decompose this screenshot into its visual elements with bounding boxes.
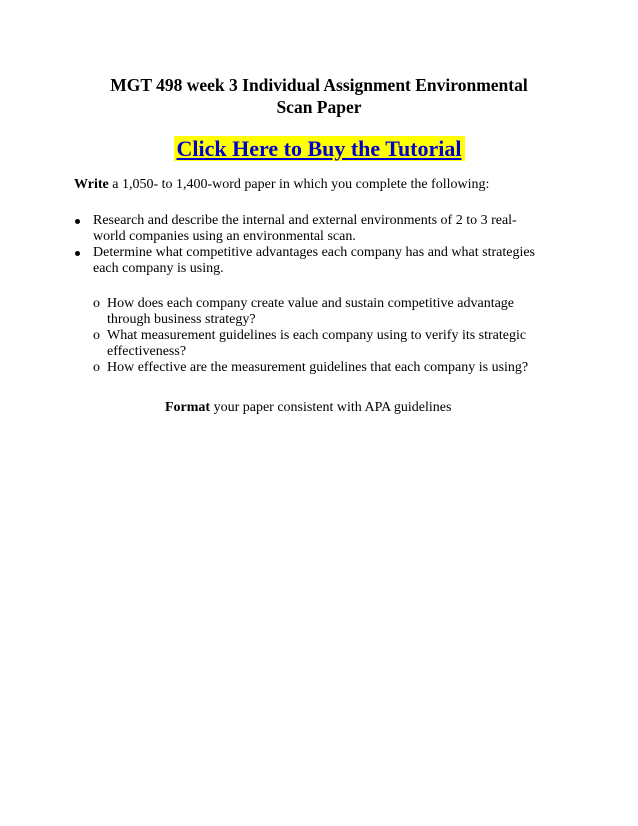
list-item-line-1: How effective are the measurement guidelines that each company is using? (107, 360, 529, 375)
list-item (93, 328, 575, 360)
intro-text: a 1,050- to 1,400-word paper in which you complete the following: (108, 177, 490, 192)
requirements-list (74, 213, 574, 277)
intro-bold-word: Write (74, 177, 109, 192)
list-item-line-1: How does each company create value and sustain competitive advantage (107, 296, 515, 311)
intro-paragraph (74, 177, 574, 193)
list-item-line-1: Research and describe the internal and external environments of 2 to 3 real- (93, 213, 517, 228)
circle-marker-icon: o (93, 296, 100, 311)
list-item-line-2: world companies using an environmental scan. (93, 229, 356, 244)
bullet-dot-icon (75, 219, 80, 224)
title-line-1: MGT 498 week 3 Individual Assignment Environmental (110, 75, 528, 95)
list-item-line-2: through business strategy? (107, 312, 256, 327)
format-text: your paper consistent with APA guidelines (210, 400, 452, 415)
document-title (60, 74, 578, 118)
format-paragraph (165, 400, 451, 416)
buy-tutorial-link[interactable]: Click Here to Buy the Tutorial (174, 136, 465, 161)
list-item (93, 296, 575, 328)
bullet-dot-icon (75, 251, 80, 256)
circle-marker-icon: o (93, 360, 100, 375)
list-item-line-1: Determine what competitive advantages each company has and what strategies (93, 245, 535, 260)
tutorial-link-container (0, 136, 638, 161)
questions-list (93, 296, 575, 376)
list-item (74, 245, 574, 277)
format-bold-word: Format (165, 400, 211, 415)
list-item (74, 213, 574, 245)
list-item (93, 360, 575, 376)
title-line-2: Scan Paper (276, 97, 362, 117)
list-item-line-2: each company is using. (93, 261, 224, 276)
circle-marker-icon: o (93, 328, 100, 343)
list-item-line-2: effectiveness? (107, 344, 187, 359)
list-item-line-1: What measurement guidelines is each company using to verify its strategic (107, 328, 527, 343)
